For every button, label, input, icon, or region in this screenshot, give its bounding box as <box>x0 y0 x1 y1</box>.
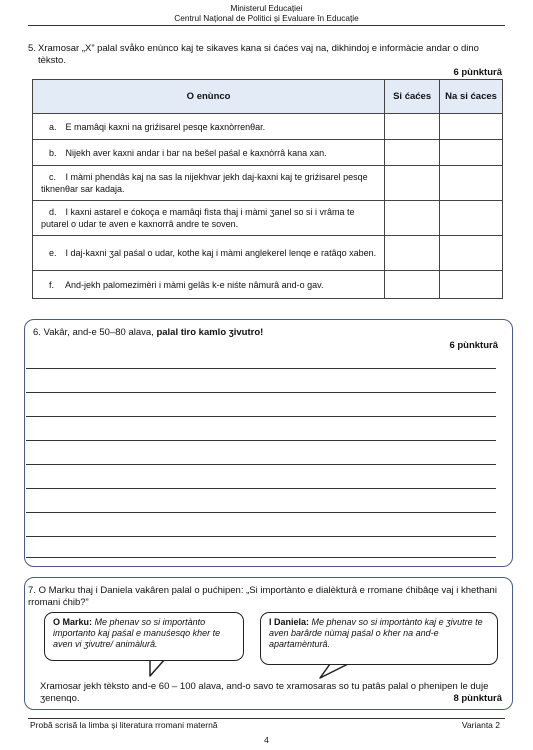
answer-line[interactable] <box>26 557 496 558</box>
answer-cell-false[interactable] <box>440 271 503 299</box>
row-statement: And-jekh palomezimèri i màmi gelâs k-e niśte nâmurâ and-o gav. <box>65 279 324 290</box>
q7-number: 7. <box>28 585 36 596</box>
q7-question: O Marku thaj i Daniela vakâren palal o pućhipen: „Si importànto e dialèkturâ e rromane ćhibâqe vaj i khethani rromani ćhib?” <box>28 585 497 608</box>
page-number: 4 <box>264 735 269 745</box>
table-row <box>33 271 503 299</box>
answer-cell-true[interactable] <box>385 140 440 166</box>
table-row <box>33 166 503 201</box>
answer-line[interactable] <box>26 368 496 369</box>
row-letter: b. <box>49 147 57 158</box>
q6-points: 6 pùnkturâ <box>449 340 498 351</box>
document-header <box>0 3 533 23</box>
center-name: Centrul Național de Politici și Evaluare în Educație <box>174 13 359 23</box>
col-statement: O enùnco <box>33 80 385 114</box>
header-divider <box>28 25 505 26</box>
table-row <box>33 114 503 140</box>
daniela-statement: Me phenav so si importànto kaj e ʒivutre te aven barârde nùmaj paśal o kher na and-e apartamènturâ. <box>269 617 483 649</box>
row-statement: I màmi phendâs kaj na sas la nijekhvar jekh daj-kaxni kaj te griźisarel pesqe tiknenθar sar kadaja. <box>41 172 368 194</box>
answer-cell-false[interactable] <box>440 166 503 201</box>
table-row <box>33 201 503 236</box>
answer-cell-true[interactable] <box>385 201 440 236</box>
answer-line[interactable] <box>26 488 496 489</box>
row-letter: c. <box>49 172 57 182</box>
ministry-name: Ministerul Educației <box>230 3 303 13</box>
table-row <box>33 236 503 271</box>
row-statement: E mamâqi kaxni na griźisarel pesqe kaxnòrrenθar. <box>65 121 266 132</box>
row-letter: e. <box>49 248 57 258</box>
q5-table-header <box>33 80 503 114</box>
q5-points: 6 pùnkturâ <box>453 67 502 78</box>
daniela-name: I Daniela: <box>269 617 310 627</box>
q6-instruction <box>33 327 263 338</box>
q6-number: 6. <box>33 327 41 338</box>
exam-title: Probă scrisă la limba și literatura rromani maternă <box>30 720 218 730</box>
row-letter: a. <box>49 121 57 132</box>
answer-line[interactable] <box>26 512 496 513</box>
marku-name: O Marku: <box>53 617 93 627</box>
col-true: Si ćaćes <box>385 80 440 114</box>
footer-divider <box>28 718 505 719</box>
q5-table <box>32 79 503 299</box>
answer-line[interactable] <box>26 416 496 417</box>
row-statement: I kaxni astarel e ćokoça e mamâqi fìsta thaj i màmi ʒanel so si i vrâma te putarel o udar te aven e kaxnorrâ andre te soven. <box>41 207 355 229</box>
q6-box <box>24 319 513 567</box>
q6-instruction-plain: Vakâr, and-e 50–80 alava, <box>43 327 157 338</box>
answer-cell-false[interactable] <box>440 114 503 140</box>
answer-line[interactable] <box>26 392 496 393</box>
col-false: Na si ćaces <box>440 80 503 114</box>
answer-line[interactable] <box>26 440 496 441</box>
answer-cell-true[interactable] <box>385 166 440 201</box>
answer-line[interactable] <box>26 464 496 465</box>
answer-cell-true[interactable] <box>385 114 440 140</box>
q5-number: 5. <box>28 43 36 54</box>
q7-task-text: Xramosar jekh tèksto and-e 60 – 100 alava, and-o savo te xramosaras so tu patâs palal o phenipen le duje ʒenenqo. <box>40 681 489 704</box>
table-row <box>33 140 503 166</box>
row-statement: Nijekh aver kaxni andar i bar na bešel paśal e kaxnòrrâ kana xan. <box>65 147 327 158</box>
q7-task <box>40 681 502 705</box>
row-letter: d. <box>49 207 57 217</box>
q5-instruction: Xramosar „X” palal svåko enùnco kaj te sikaves kana si ćaćes vaj na, dikhindoj e informàcie andar o dino tèksto. <box>38 43 479 66</box>
q7-instruction <box>28 585 498 609</box>
daniela-speech-bubble <box>260 612 498 665</box>
row-statement: I daj-kaxni ʒal paśal o udar, kothe kaj i màmi anglekerel lenqe e ratâqo xaben. <box>65 248 377 258</box>
answer-cell-true[interactable] <box>385 236 440 271</box>
answer-cell-true[interactable] <box>385 271 440 299</box>
marku-statement: Me phenav so si importànto importanto kaj paśal e manuśesqo kher te aven vi ʒivutre/ animàlurâ. <box>53 617 221 649</box>
variant-label: Varianta 2 <box>461 720 500 730</box>
row-letter: f. <box>49 279 55 290</box>
q6-instruction-bold: palal tiro kamlo ʒivutro! <box>156 327 264 338</box>
answer-line[interactable] <box>26 536 496 537</box>
answer-cell-false[interactable] <box>440 201 503 236</box>
answer-cell-false[interactable] <box>440 140 503 166</box>
answer-cell-false[interactable] <box>440 236 503 271</box>
marku-speech-bubble <box>44 612 244 661</box>
q7-points: 8 pùnkturâ <box>453 693 502 704</box>
